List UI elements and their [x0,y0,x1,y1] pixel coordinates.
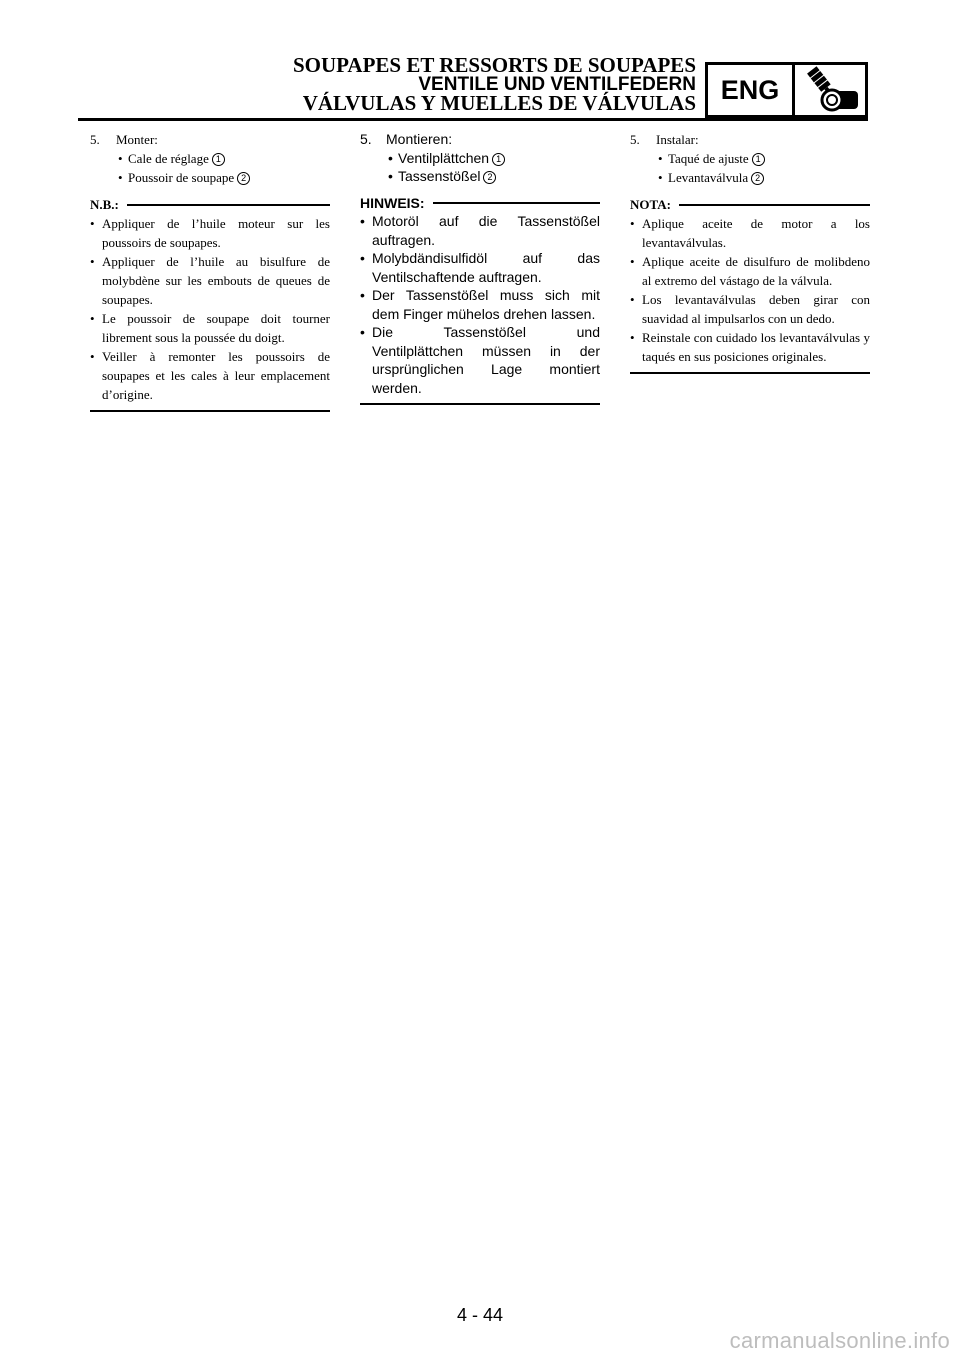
note-bullet: • Die Tassenstößel und Ventilplättchen müssen in der ursprünglichen Lage montiert werden. [360,324,600,396]
section-title-es: VÁLVULAS Y MUELLES DE VÁLVULAS [302,91,696,115]
note-bullet: • Veiller à remonter les poussoirs de soupapes et les cales à leur emplacement d’origine. [90,349,330,402]
page-number: 4 - 44 [456,1305,504,1325]
note-bullet: • Appliquer de l’huile au bisulfure de molybdène sur les embouts de queues de soupapes. [90,254,330,307]
note-bullet: • Der Tassenstößel muss sich mit dem Finger mühelos drehen lassen. [360,287,600,322]
list-item: • Taqué de ajuste 1 [630,149,870,168]
note-bullet: • Los levantaválvulas deben girar con suavidad al impulsarlos con un dedo. [630,292,870,326]
step-number: 5. [90,132,100,147]
note-end-rule [90,410,330,412]
list-item: • Poussoir de soupape 2 [90,168,330,187]
step-heading [360,130,600,149]
note-end-rule [360,403,600,405]
step-number: 5. [630,132,640,147]
column-german [360,130,600,405]
column-spanish [630,130,870,374]
note-bullet: • Appliquer de l’huile moteur sur les poussoirs de soupapes. [90,216,330,250]
note-bullet: • Reinstale con cuidado los levantaválvulas y taqués en sus posiciones originales. [630,330,870,364]
list-item: • Cale de réglage 1 [90,149,330,168]
page-header [0,0,960,125]
step-number: 5. [360,131,372,147]
column-french [90,130,330,412]
note-bullet: • Molybdändisulfidöl auf das Ventilschaftende auftragen. [360,250,600,285]
list-item: • Tassenstößel 2 [360,167,600,186]
watermark: carmanualsonline.info [729,1328,950,1353]
reference-number: 1 [212,153,225,166]
header-rule [78,118,868,121]
note-bullet: • Aplique aceite de motor a los levantaválvulas. [630,216,870,250]
step-heading [630,130,870,149]
reference-number: 2 [237,172,250,185]
step-title: Montieren: [386,131,453,147]
reference-number: 2 [483,171,496,184]
section-title-fr: SOUPAPES ET RESSORTS DE SOUPAPES [292,53,696,77]
note-heading: HINWEIS: [360,194,600,213]
step-title: Instalar: [656,132,699,147]
reference-number: 2 [751,172,764,185]
engine-valve-icon [796,65,864,115]
reference-number: 1 [492,153,505,166]
note-end-rule [630,372,870,374]
step-title: Monter: [116,132,158,147]
list-item: • Levantaválvula 2 [630,168,870,187]
section-label: ENG [708,65,795,115]
note-heading: N.B.: [90,195,330,214]
note-bullet: • Aplique aceite de disulfuro de molibdeno al extremo del vástago de la válvula. [630,254,870,288]
list-item: • Ventilplättchen 1 [360,149,600,168]
section-title-de: VENTILE UND VENTILFEDERN [418,74,696,95]
note-bullet: • Le poussoir de soupape doit tourner librement sous la poussée du doigt. [90,311,330,345]
note-heading: NOTA: [630,195,870,214]
section-badge [705,62,868,118]
step-heading [90,130,330,149]
note-bullet: • Motoröl auf die Tassenstößel auftragen. [360,213,600,248]
reference-number: 1 [752,153,765,166]
